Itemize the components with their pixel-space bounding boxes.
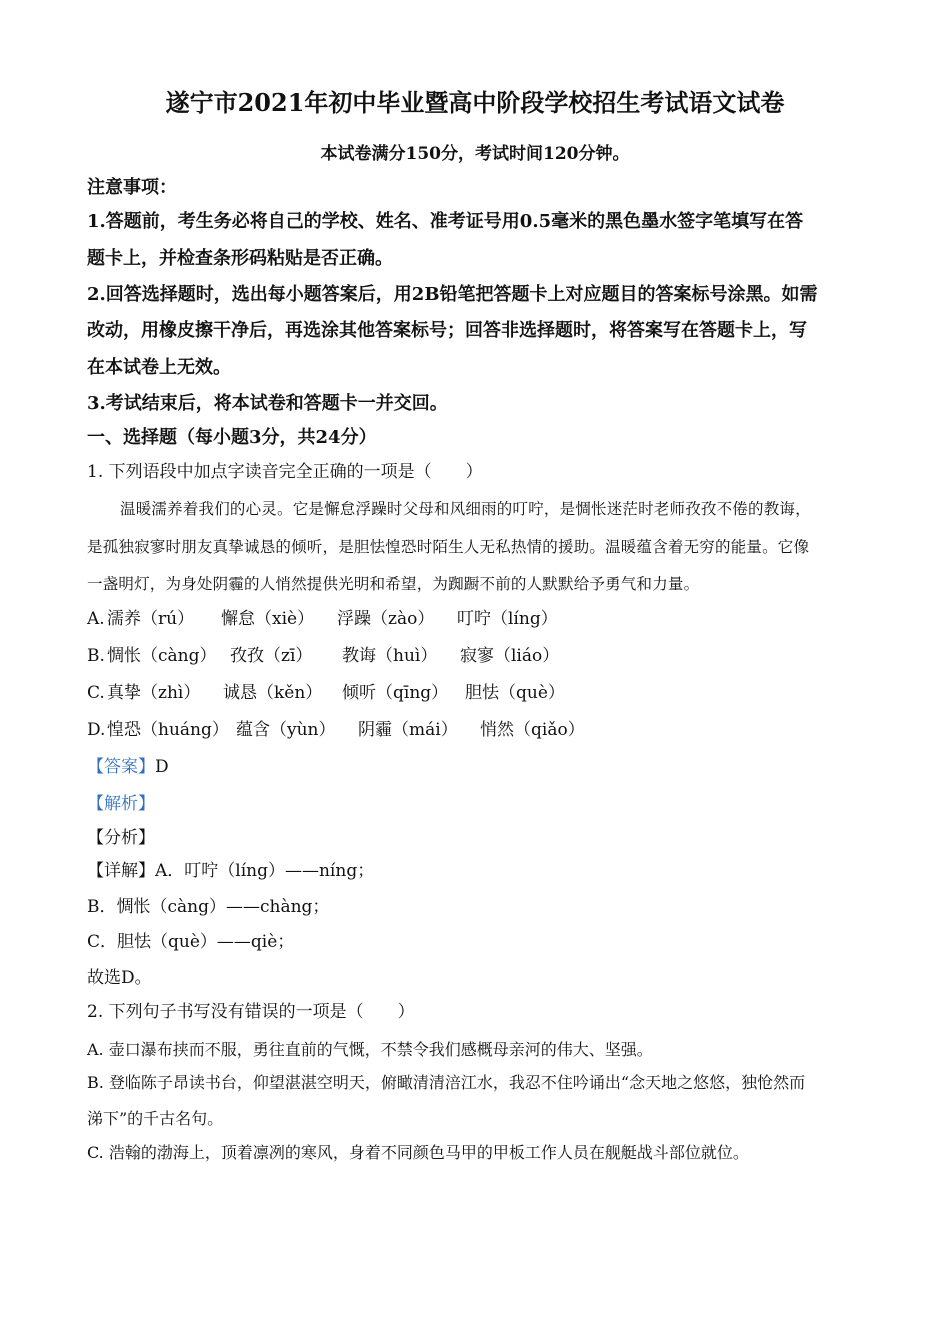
analysis-subheading: 【分析】: [87, 828, 155, 848]
notice-line: 改动，用橡皮擦干净后，再选涂其他答案标号；回答非选择题时，将答案写在答题卡上，写: [87, 320, 807, 341]
option-item: 倾听（qīng）: [342, 683, 449, 703]
question-2-stem: 2. 下列句子书写没有错误的一项是（ ）: [87, 1002, 415, 1022]
q2-option-c: C. 浩翰的渤海上，顶着凛冽的寒风，身着不同颜色马甲的甲板工作人员在舰艇战斗部位就位。: [87, 1143, 749, 1162]
option-item: 叮咛（líng）: [457, 609, 558, 629]
option-item: 悄然（qiǎo）: [480, 720, 585, 740]
passage-line: 是孤独寂寥时朋友真挚诚恳的倾听，是胆怯惶恐时陌生人无私热情的援助。温暖蕴含着无穷的能量。它像: [87, 538, 810, 556]
detail-conclusion: 故选D。: [87, 968, 152, 988]
passage-line: 一盏明灯，为身处阴霾的人悄然提供光明和希望，为踟蹰不前的人默默给予勇气和力量。: [87, 575, 700, 593]
detail-line: [87, 859, 374, 883]
option-item: 阴霾（mái）: [358, 720, 458, 740]
option-item: 惆怅（càng）: [107, 646, 217, 666]
detail-text: A．叮咛（líng）——níng；: [155, 861, 375, 881]
option-item: 蕴含（yùn）: [236, 720, 336, 740]
page-title: 遂宁市2021年初中毕业暨高中阶段学校招生考试语文试卷: [165, 88, 785, 117]
option-item: 真挚（zhì）: [107, 683, 201, 703]
answer-line: [87, 755, 169, 779]
option-item: 懈怠（xiè）: [221, 609, 315, 629]
notice-line: 题卡上，并检查条形码粘贴是否正确。: [87, 248, 393, 269]
option-item: 孜孜（zī）: [230, 646, 313, 666]
question-1-stem: 1. 下列语段中加点字读音完全正确的一项是（ ）: [87, 462, 483, 482]
answer-value: D: [155, 757, 169, 777]
option-item: 惶恐（huáng）: [107, 720, 229, 740]
notice-line: 在本试卷上无效。: [87, 357, 231, 378]
q2-option-b: B. 登临陈子昂读书台，仰望湛湛空明天，俯瞰清清涪江水，我忍不住吟诵出“念天地之悠悠，独怆然而: [87, 1073, 806, 1092]
notice-line: 3.考试结束后，将本试卷和答题卡一并交回。: [87, 393, 448, 414]
notice-line: 2.回答选择题时，选出每小题答案后，用2B铅笔把答题卡上对应题目的答案标号涂黑。如需: [87, 284, 818, 305]
option-d: [87, 718, 585, 742]
passage-line: 温暖濡养着我们的心灵。它是懈怠浮躁时父母和风细雨的叮咛，是惆怅迷茫时老师孜孜不倦的教诲，: [120, 500, 811, 518]
section-heading: 一、选择题（每小题3分，共24分）: [87, 427, 377, 448]
detail-tag: 【详解】: [87, 861, 155, 881]
option-a: [87, 607, 558, 631]
q2-option-b-cont: 涕下”的千古名句。: [87, 1109, 224, 1128]
option-item: 濡养（rú）: [107, 609, 195, 629]
detail-line: B．惆怅（càng）——chàng；: [87, 897, 330, 917]
answer-tag: 【答案】: [87, 757, 155, 777]
option-item: 胆怯（què）: [465, 683, 565, 703]
option-label: A.: [87, 609, 105, 629]
option-b: [87, 644, 560, 668]
option-item: 诚恳（kěn）: [223, 683, 323, 703]
exam-info: 本试卷满分150分，考试时间120分钟。: [320, 144, 630, 164]
q2-option-a: A. 壶口瀑布挟而不服，勇往直前的气慨，不禁令我们感概母亲河的伟大、坚强。: [87, 1040, 653, 1059]
option-c: [87, 681, 565, 705]
analysis-tag: 【解析】: [87, 794, 155, 814]
notice-heading: 注意事项：: [87, 177, 177, 198]
option-item: 寂寥（liáo）: [460, 646, 560, 666]
notice-line: 1.答题前，考生务必将自己的学校、姓名、准考证号用0.5毫米的黑色墨水签字笔填写在答: [87, 211, 804, 232]
option-item: 浮躁（zào）: [337, 609, 435, 629]
option-label: B.: [87, 646, 105, 666]
option-label: C.: [87, 683, 105, 703]
detail-line: C．胆怯（què）——qiè；: [87, 932, 295, 952]
option-label: D.: [87, 720, 106, 740]
option-item: 教诲（huì）: [342, 646, 438, 666]
